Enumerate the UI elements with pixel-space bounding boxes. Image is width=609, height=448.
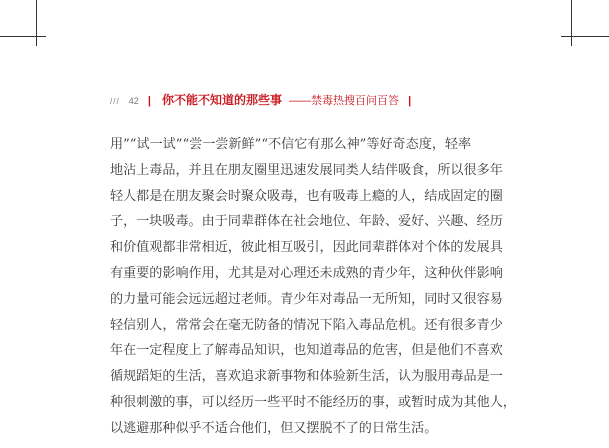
- book-title: 你不能不知道的那些事: [161, 93, 282, 107]
- body-paragraph: [110, 132, 516, 442]
- text-line: 和价值观都非常相近，彼此相互吸引，因此同辈群体对个体的发展具: [110, 240, 503, 256]
- header-slash-marks: ///: [110, 97, 120, 106]
- text-line: 轻人都是在朋友聚会时聚众吸毒，也有吸毒上瘾的人，结成固定的圈: [110, 188, 503, 204]
- crop-mark-top-right-vertical: [571, 0, 572, 46]
- book-subtitle: ——禁毒热搜百问百答: [289, 95, 400, 107]
- text-line: 循规蹈矩的生活，喜欢追求新事物和体验新生活，认为服用毒品是一: [110, 369, 503, 385]
- header-end-separator: |: [408, 95, 412, 107]
- crop-mark-top-left-horizontal: [0, 36, 46, 37]
- text-line: 有重要的影响作用，尤其是对心理还未成熟的青少年，这种伙伴影响: [110, 265, 503, 281]
- text-line: 种很刺激的事，可以经历一些平时不能经历的事，或暂时成为其他人，: [110, 394, 516, 410]
- crop-mark-top-left-vertical: [36, 0, 37, 46]
- text-line: 年在一定程度上了解毒品知识，也知道毒品的危害，但是他们不喜欢: [110, 343, 503, 359]
- header-separator: |: [147, 95, 151, 107]
- text-line: 的力量可能会远远超过老师。青少年对毒品一无所知，同时又很容易: [110, 291, 503, 307]
- text-line: 轻信别人，常常会在毫无防备的情况下陷入毒品危机。还有很多青少: [110, 317, 503, 333]
- text-line: 子，一块吸毒。由于同辈群体在社会地位、年龄、爱好、兴趣、经历: [110, 214, 503, 230]
- text-line: 用”“试一试”“尝一尝新鲜”“不信它有那么神”等好奇态度，轻率: [110, 137, 472, 152]
- text-line: 地沾上毒品，并且在朋友圈里迅速发展同类人结伴吸食，所以很多年: [110, 162, 503, 178]
- crop-mark-top-right-horizontal: [561, 36, 609, 37]
- running-header: [110, 92, 411, 110]
- page-number: 42: [128, 96, 139, 106]
- text-line: 以逃避那种似乎不适合他们，但又摆脱不了的日常生活。: [110, 420, 438, 436]
